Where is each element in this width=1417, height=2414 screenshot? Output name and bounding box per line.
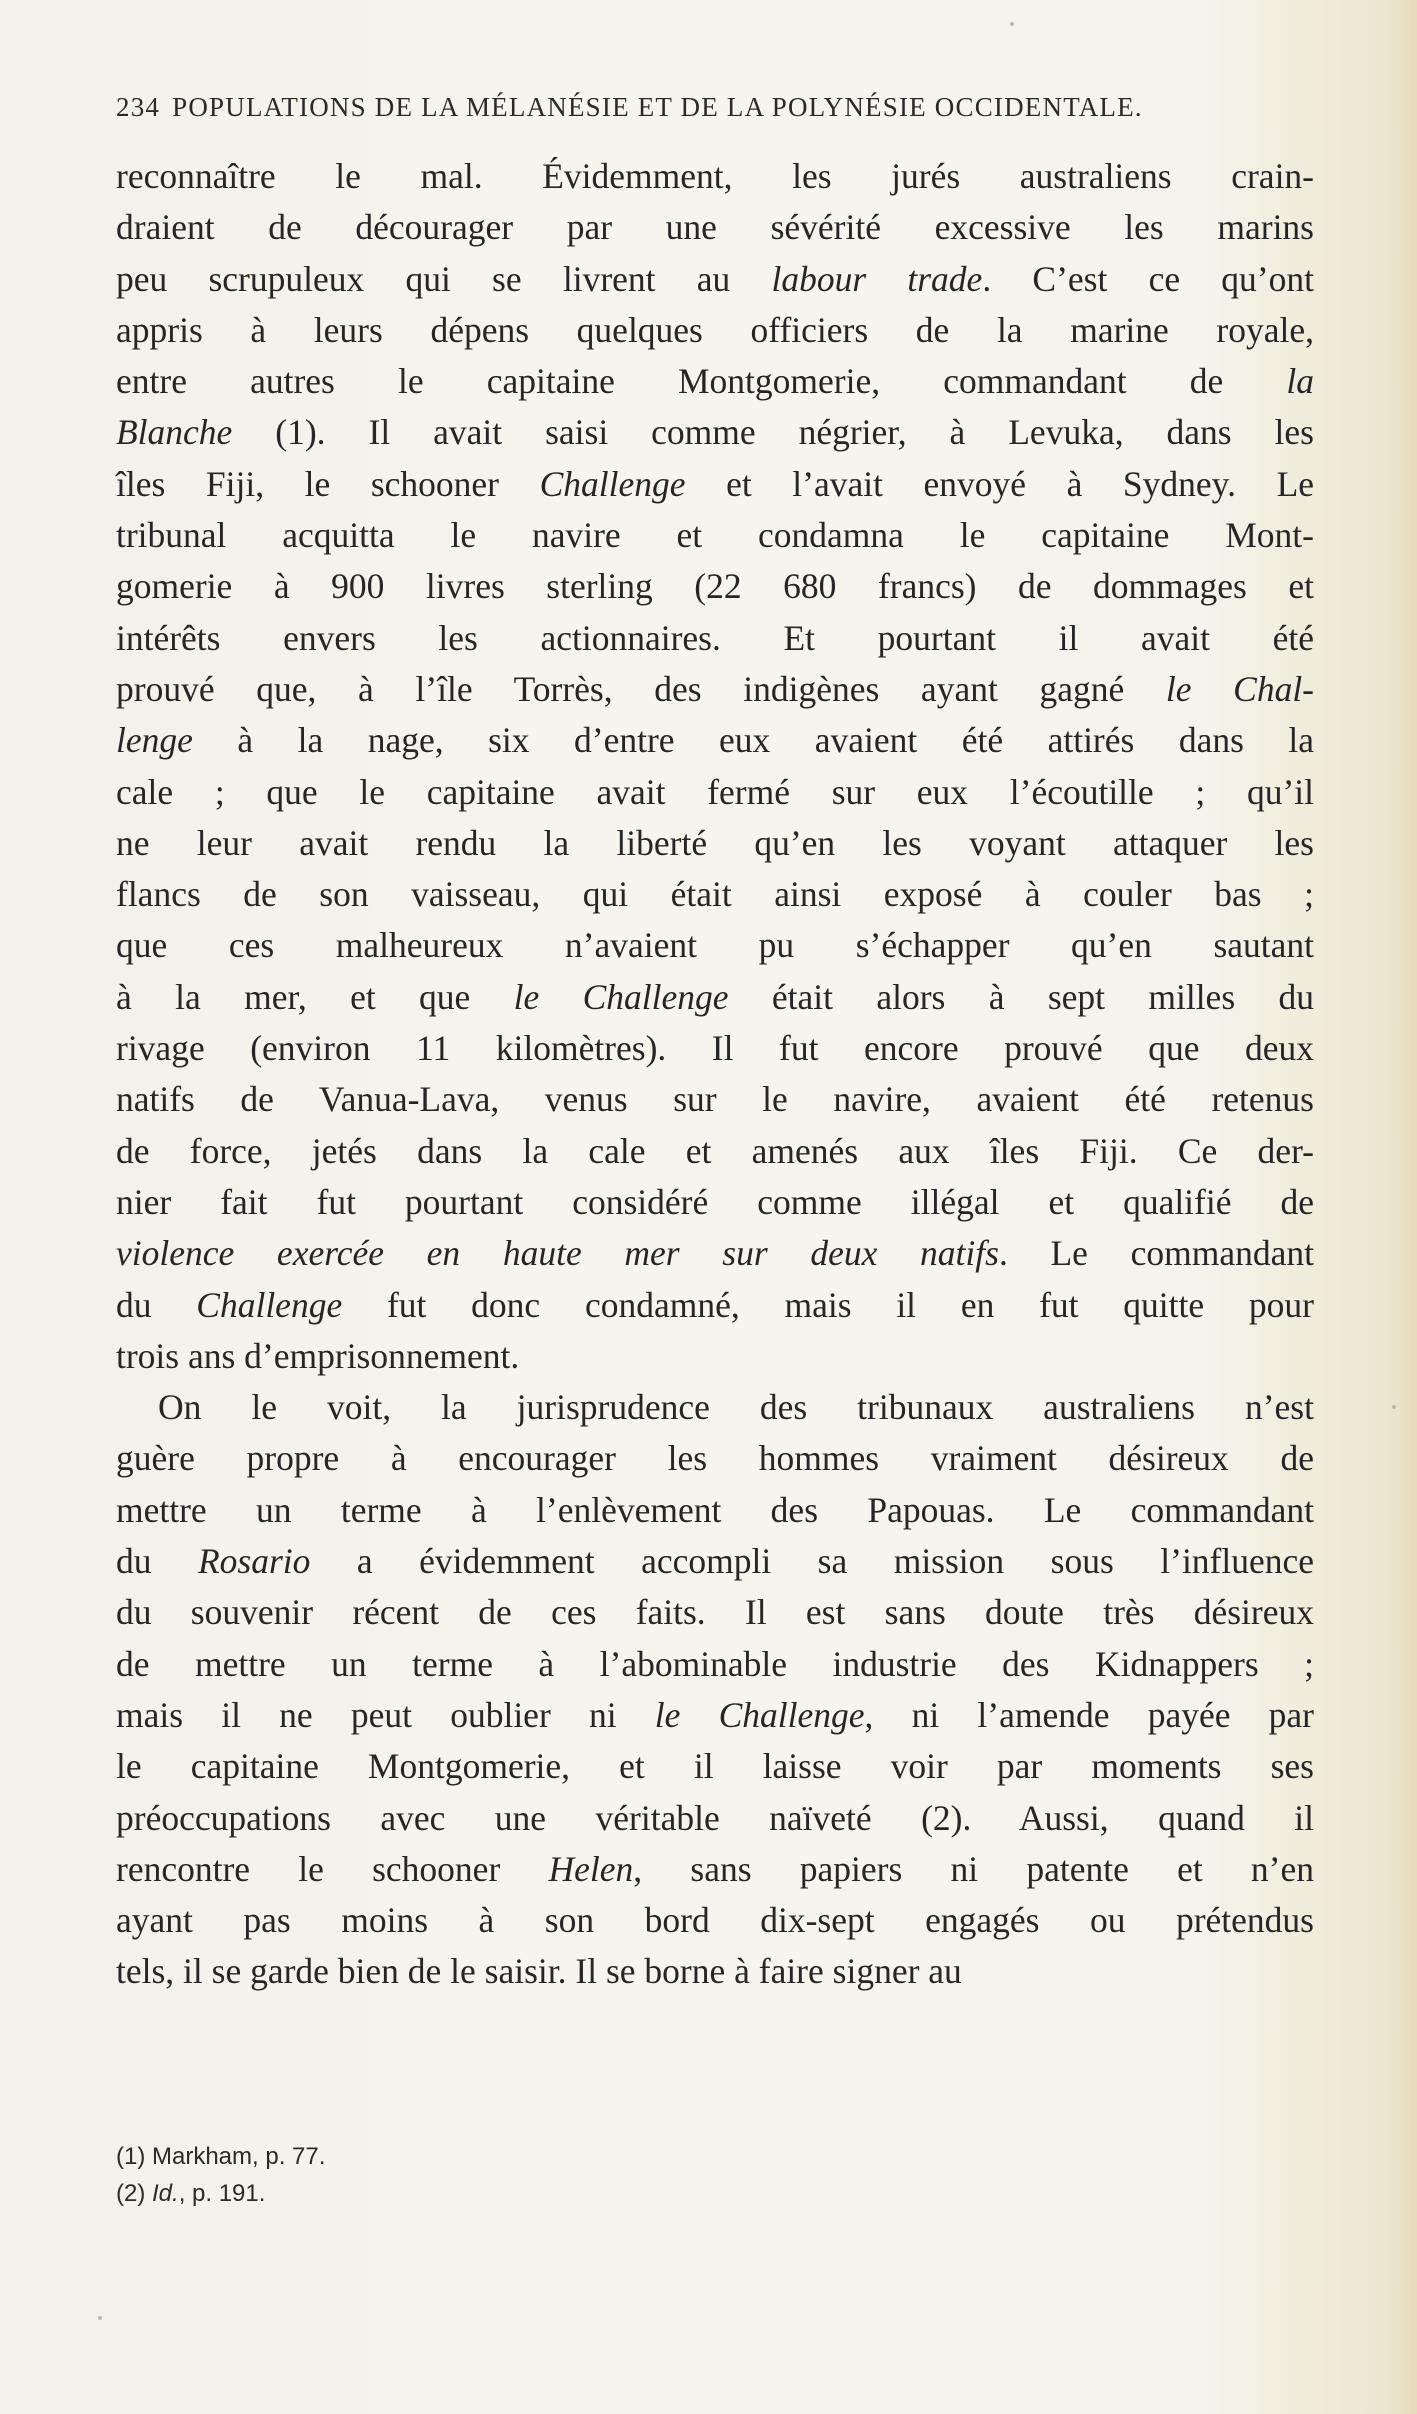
text-segment: . Le commandant: [998, 1233, 1314, 1274]
text-segment: de mettre un terme à l’abominable industrie des Kidnappers ;: [116, 1643, 1314, 1684]
italic-text: la: [1286, 361, 1314, 402]
italic-text: Blanche: [116, 412, 233, 453]
text-segment: ne leur avait rendu la liberté qu’en les voyant attaquer les: [116, 822, 1314, 863]
text-segment: . C’est ce qu’ont: [982, 258, 1314, 299]
text-line: [116, 407, 1314, 458]
text-line: [116, 972, 1314, 1023]
text-segment: ayant pas moins à son bord dix-sept engagés ou prétendus: [116, 1900, 1314, 1941]
text-line: [116, 202, 1314, 253]
italic-text: Id.: [152, 2180, 179, 2207]
text-segment: cale ; que le capitaine avait fermé sur eux l’écoutille ; qu’il: [116, 771, 1314, 812]
italic-text: le Challenge: [513, 976, 729, 1017]
text-segment: flancs de son vaisseau, qui était ainsi exposé à couler bas ;: [116, 874, 1314, 915]
text-segment: trois ans d’emprisonnement.: [116, 1335, 520, 1376]
text-segment: entre autres le capitaine Montgomerie, commandant de: [116, 361, 1287, 402]
text-segment: gomerie à 900 livres sterling (22 680 francs) de dommages et: [116, 566, 1314, 607]
italic-text: Helen: [548, 1848, 634, 1889]
running-header: [116, 92, 1296, 123]
text-segment: et l’avait envoyé à Sydney. Le: [685, 463, 1315, 504]
text-segment: peu scrupuleux qui se livrent au: [116, 258, 772, 299]
paper-speck: [1010, 22, 1014, 26]
text-line: [116, 1485, 1314, 1536]
text-line: [116, 818, 1314, 869]
text-line: [116, 1023, 1314, 1074]
text-segment: appris à leurs dépens quelques officiers de la marine royale,: [116, 309, 1314, 350]
text-segment: nier fait fut pourtant considéré comme illégal et qualifié de: [116, 1181, 1314, 1222]
text-line: [116, 767, 1314, 818]
text-line: [116, 869, 1314, 920]
text-line: [116, 1280, 1314, 1331]
text-segment: à la nage, six d’entre eux avaient été attirés dans la: [192, 720, 1314, 761]
text-line: [116, 715, 1314, 766]
text-segment: îles Fiji, le schooner: [116, 463, 540, 504]
text-segment: , p. 191.: [178, 2180, 266, 2207]
text-line: [116, 1793, 1314, 1844]
text-segment: était alors à sept milles du: [728, 976, 1314, 1017]
text-line: [116, 1074, 1314, 1125]
paper-speck: [1392, 1405, 1396, 1409]
text-segment: tels, il se garde bien de le saisir. Il se borne à faire signer au: [116, 1951, 962, 1992]
text-line: [116, 613, 1314, 664]
text-segment: du: [116, 1284, 197, 1325]
italic-text: violence exercée en haute mer sur deux natifs: [116, 1233, 999, 1274]
text-line: [116, 1126, 1314, 1177]
italic-text: le Chal-: [1165, 668, 1315, 709]
text-line: [116, 305, 1314, 356]
text-line: [116, 1639, 1314, 1690]
paper-speck: [98, 2316, 102, 2320]
text-segment: le capitaine Montgomerie, et il laisse voir par moments ses: [116, 1746, 1314, 1787]
italic-text: Rosario: [197, 1541, 311, 1582]
text-line: [116, 1331, 1314, 1382]
text-segment: de force, jetés dans la cale et amenés aux îles Fiji. Ce der-: [116, 1130, 1314, 1171]
text-segment: mais il ne peut oublier ni: [116, 1694, 655, 1735]
text-segment: guère propre à encourager les hommes vraiment désireux de: [116, 1438, 1314, 1479]
italic-text: labour trade: [771, 258, 983, 299]
text-line: [116, 254, 1314, 305]
body-text: [116, 151, 1314, 1998]
text-line: [116, 1690, 1314, 1741]
text-line: [116, 920, 1314, 971]
text-line: [116, 1895, 1314, 1946]
italic-text: Challenge: [196, 1284, 343, 1325]
text-line: [116, 459, 1314, 510]
text-segment: draient de décourager par une sévérité excessive les marins: [116, 207, 1314, 248]
text-segment: , ni l’amende payée par: [864, 1694, 1314, 1735]
text-line: [116, 1741, 1314, 1792]
text-segment: a évidemment accompli sa mission sous l’influence: [310, 1541, 1315, 1582]
text-line: [116, 1536, 1314, 1587]
text-segment: (1). Il avait saisi comme négrier, à Levuka, dans les: [232, 412, 1314, 453]
text-segment: (2): [116, 2180, 152, 2207]
text-line: [116, 1228, 1314, 1279]
text-segment: reconnaître le mal. Évidemment, les jurés australiens crain-: [116, 156, 1314, 196]
text-segment: à la mer, et que: [116, 976, 514, 1017]
italic-text: lenge: [116, 720, 193, 761]
text-line: [116, 1177, 1314, 1228]
footnote-2: [116, 2175, 916, 2212]
text-segment: rencontre le schooner: [116, 1848, 549, 1889]
text-segment: rivage (environ 11 kilomètres). Il fut encore prouvé que deux: [116, 1028, 1314, 1069]
running-title: POPULATIONS DE LA MÉLANÉSIE ET DE LA POLYNÉSIE OCCIDENTALE.: [172, 92, 1143, 122]
text-segment: fut donc condamné, mais il en fut quitte pour: [342, 1284, 1314, 1325]
italic-text: Challenge: [539, 463, 686, 504]
text-segment: du: [116, 1541, 198, 1582]
page-number: 234: [116, 92, 161, 122]
text-line: [116, 1844, 1314, 1895]
text-segment: natifs de Vanua-Lava, venus sur le navire, avaient été retenus: [116, 1079, 1314, 1120]
text-line: [116, 1433, 1314, 1484]
text-segment: (1) Markham, p. 77.: [116, 2143, 326, 2170]
text-line: [116, 510, 1314, 561]
text-line: [116, 1946, 1314, 1997]
footnote-1: [116, 2138, 916, 2175]
text-line: [116, 1382, 1314, 1433]
text-segment: mettre un terme à l’enlèvement des Papouas. Le commandant: [116, 1489, 1314, 1530]
text-line: [116, 1587, 1314, 1638]
italic-text: le Challenge: [654, 1694, 865, 1735]
text-segment: On le voit, la jurisprudence des tribunaux australiens n’est: [158, 1387, 1314, 1428]
text-segment: préoccupations avec une véritable naïveté (2). Aussi, quand il: [116, 1797, 1314, 1838]
text-line: [116, 356, 1314, 407]
text-segment: , sans papiers ni patente et n’en: [633, 1848, 1314, 1889]
text-segment: intérêts envers les actionnaires. Et pourtant il avait été: [116, 617, 1314, 658]
text-segment: tribunal acquitta le navire et condamna le capitaine Mont-: [116, 515, 1314, 556]
text-line: [116, 151, 1314, 202]
text-segment: prouvé que, à l’île Torrès, des indigènes ayant gagné: [116, 668, 1166, 709]
text-segment: du souvenir récent de ces faits. Il est sans doute très désireux: [116, 1592, 1314, 1633]
footnotes: [116, 2138, 916, 2212]
text-line: [116, 561, 1314, 612]
text-segment: que ces malheureux n’avaient pu s’échapper qu’en sautant: [116, 925, 1314, 966]
text-line: [116, 664, 1314, 715]
page-edge-shadow: [1399, 0, 1417, 2414]
